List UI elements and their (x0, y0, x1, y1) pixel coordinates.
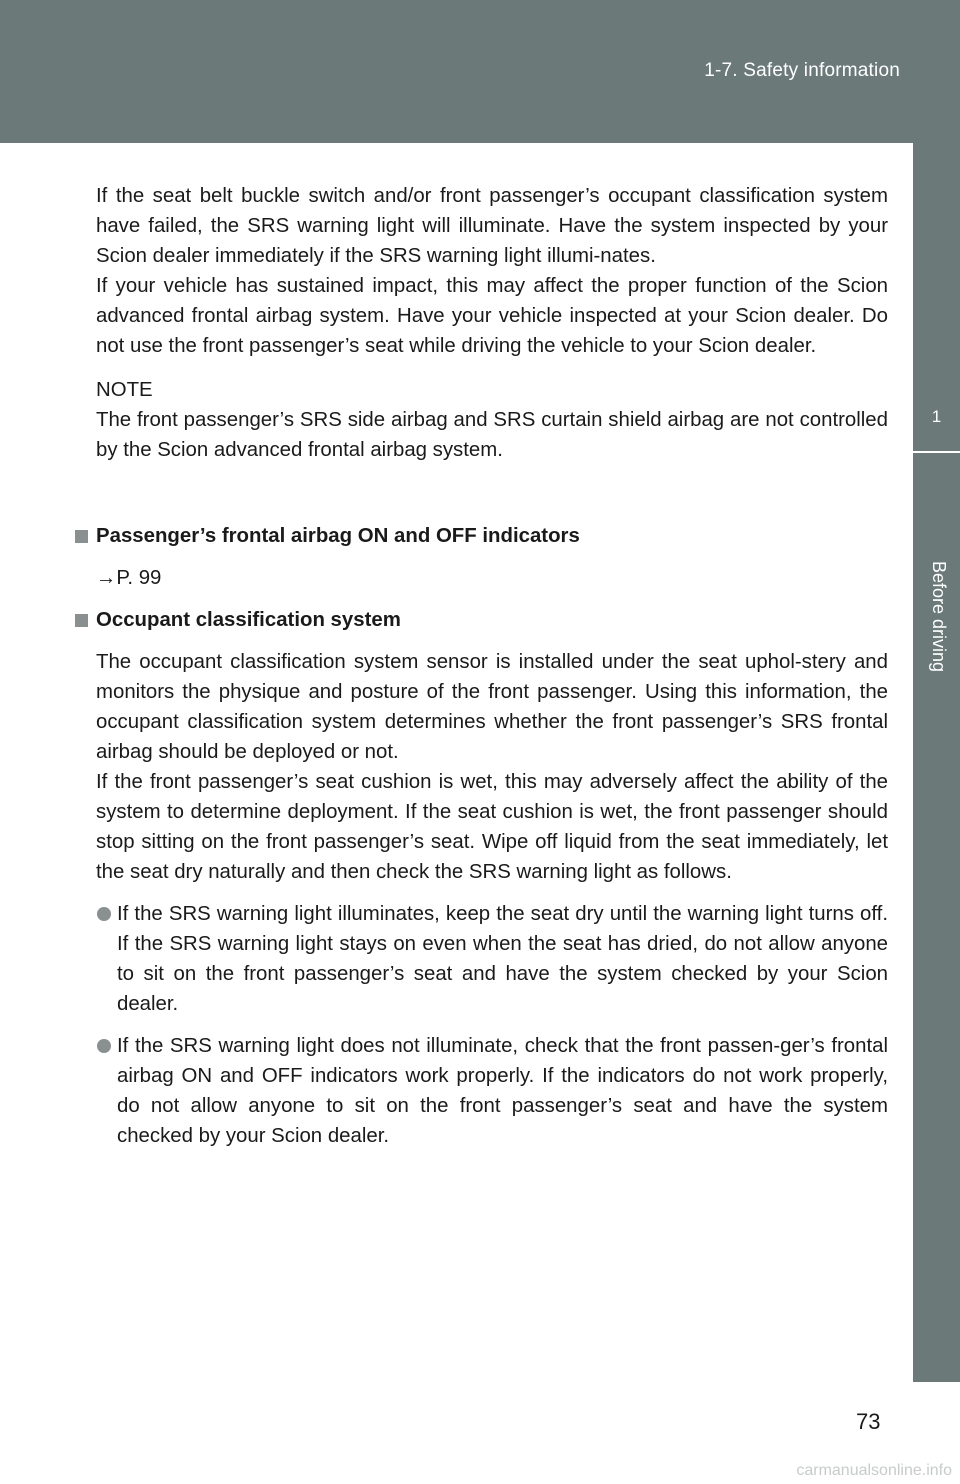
page-number: 73 (856, 1409, 881, 1434)
bullet-text: If the SRS warning light does not illuminate, check that the front passen-ger’s frontal airbag ON and OFF indicators work properly. If the indicators do not work properly, do not allow anyone to sit on the front passenger’s seat and have the system checked by your Scion dealer. (117, 1035, 888, 1147)
square-bullet-icon (75, 530, 88, 543)
watermark: carmanualsonline.info (796, 1462, 952, 1479)
section-heading-indicators (75, 521, 888, 551)
note-text: The front passenger’s SRS side airbag and SRS curtain shield airbag are not controlled by the Scion advanced frontal airbag system. (96, 409, 888, 461)
section-heading-occupant (75, 605, 888, 635)
intro-paragraph-1: If the seat belt buckle switch and/or front passenger’s occupant classification system have failed, the SRS warning light will illuminate. Have the system inspected by your Scion dealer immediately if the SRS warning light illumi-nates. (96, 185, 888, 267)
sections (75, 521, 888, 1151)
chapter-label: Before driving (929, 561, 949, 673)
note-label: NOTE (96, 379, 153, 401)
intro-paragraph-2: If your vehicle has sustained impact, this may affect the proper function of the Scion advanced frontal airbag system. Have your vehicle inspected at your Scion dealer. Do not use the front passenger’s seat while driving the vehicle to your Scion dealer. (96, 275, 888, 357)
page-header (0, 0, 960, 143)
section-heading-text: Occupant classification system (96, 609, 401, 631)
list-item (75, 1031, 888, 1151)
square-bullet-icon (75, 614, 88, 627)
round-bullet-icon (97, 907, 111, 921)
bullet-text: If the SRS warning light illuminates, keep the seat dry until the warning light turns off. If the SRS warning light stays on even when the seat has dried, do not allow anyone to sit on the front passenger’s seat and have the system checked by your Scion dealer. (117, 903, 888, 1015)
tab-divider (913, 451, 960, 453)
list-item (75, 899, 888, 1019)
chapter-side-tab (913, 143, 960, 1382)
section-heading-text: Passenger’s frontal airbag ON and OFF indicators (96, 525, 580, 547)
page-content (96, 181, 888, 465)
chapter-number: 1 (931, 407, 942, 426)
section-title: 1-7. Safety information (704, 60, 900, 81)
page-reference: →P. 99 (96, 567, 162, 589)
round-bullet-icon (97, 1039, 111, 1053)
occupant-paragraph-2: If the front passenger’s seat cushion is wet, this may adversely affect the ability of the system to determine deployment. If the seat cushion is wet, the front passenger should stop sitting on the front passenger’s seat. Wipe off liquid from the seat immediately, let the seat dry naturally and then check the SRS warning light as follows. (96, 771, 888, 883)
occupant-paragraph-1: The occupant classification system sensor is installed under the seat uphol-stery and monitors the physique and posture of the front passenger. Using this information, the occupant classification system determines whether the front passenger’s SRS frontal airbag should be deployed or not. (96, 651, 888, 763)
